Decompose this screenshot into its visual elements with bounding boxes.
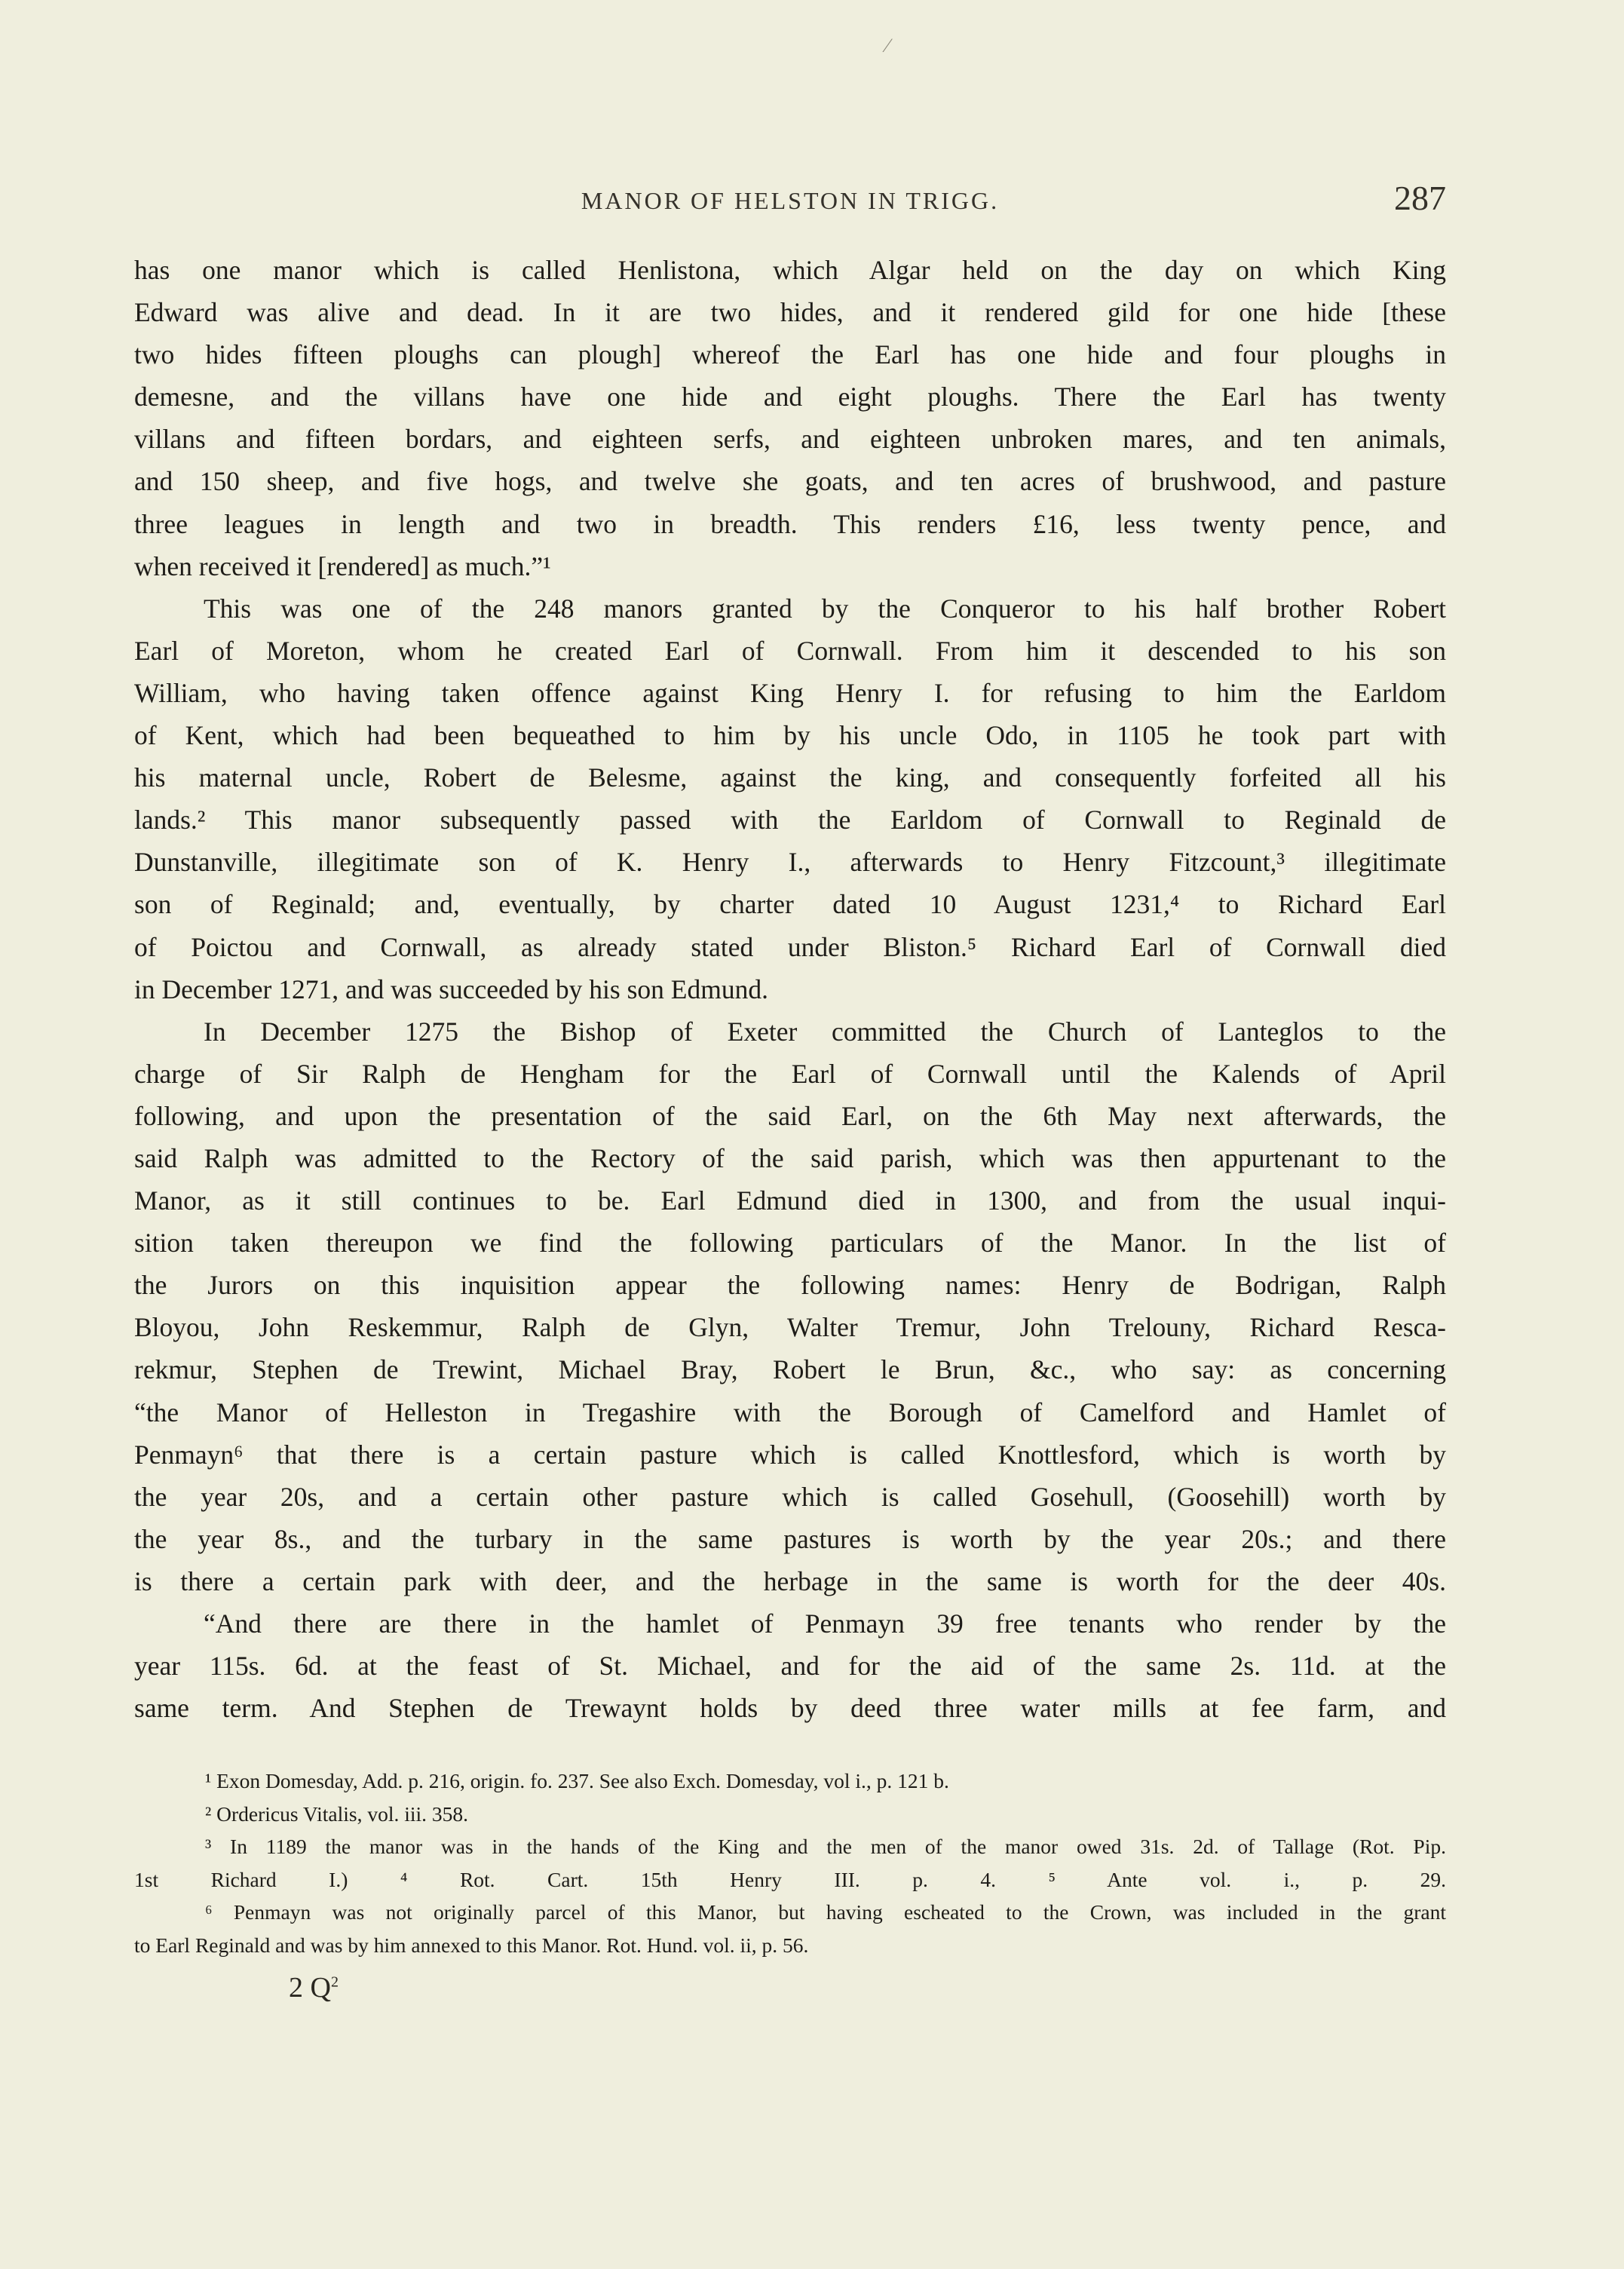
text-line: Dunstanville, illegitimate son of K. Henry I., afterwards to Henry Fitzcount,³ illegitimate <box>134 847 1446 878</box>
text-line: year 115s. 6d. at the feast of St. Michael, and for the aid of the same 2s. 11d. at the <box>134 1651 1446 1682</box>
footnote-line: to Earl Reginald and was by him annexed to this Manor. Rot. Hund. vol. ii, p. 56. <box>134 1933 809 1957</box>
signature-superscript: 2 <box>330 1973 339 1991</box>
footnote-line: ¹ Exon Domesday, Add. p. 216, origin. fo. 237. See also Exch. Domesday, vol i., p. 121 b. <box>205 1769 949 1792</box>
text-line: has one manor which is called Henlistona, which Algar held on the day on which King <box>134 255 1446 285</box>
text-line: William, who having taken offence against King Henry I. for refusing to him the Earldom <box>134 677 1446 708</box>
text-line: This was one of the 248 manors granted by the Conqueror to his half brother Robert <box>204 593 1446 624</box>
footnote-line: ² Ordericus Vitalis, vol. iii. 358. <box>205 1801 469 1826</box>
page-header <box>134 178 1446 223</box>
signature-text: 2 Q <box>289 1972 331 2004</box>
footnotes <box>134 1765 1446 1961</box>
footnote-line: ⁶ Penmayn was not originally parcel of this Manor, but having escheated to the Crown, was included in the grant <box>205 1900 1446 1924</box>
text-line: the Jurors on this inquisition appear the following names: Henry de Bodrigan, Ralph <box>134 1270 1446 1301</box>
top-pencil-mark: ⁄ <box>886 35 890 57</box>
text-line: and 150 sheep, and five hogs, and twelve she goats, and ten acres of brushwood, and pasture <box>134 466 1446 497</box>
text-line: demesne, and the villans have one hide and eight ploughs. There the Earl has twenty <box>134 382 1446 412</box>
text-line: son of Reginald; and, eventually, by charter dated 10 August 1231,⁴ to Richard Earl <box>134 889 1446 920</box>
text-line: sition taken thereupon we find the following particulars of the Manor. In the list of <box>134 1228 1446 1259</box>
text-line: is there a certain park with deer, and the herbage in the same is worth for the deer 40s. <box>134 1565 1446 1596</box>
text-line: lands.² This manor subsequently passed with the Earldom of Cornwall to Reginald de <box>134 805 1446 836</box>
text-line: the year 8s., and the turbary in the same pastures is worth by the year 20s.; and there <box>134 1523 1446 1554</box>
text-line: villans and fifteen bordars, and eighteen serfs, and eighteen unbroken mares, and ten animals, <box>134 424 1446 455</box>
text-line: of Poictou and Cornwall, as already stated under Bliston.⁵ Richard Earl of Cornwall died <box>134 931 1446 962</box>
text-line: following, and upon the presentation of the said Earl, on the 6th May next afterwards, the <box>134 1100 1446 1131</box>
text-line: three leagues in length and two in breadth. This renders £16, less twenty pence, and <box>134 508 1446 539</box>
text-line: the year 20s, and a certain other pasture which is called Gosehull, (Goosehill) worth by <box>134 1481 1446 1512</box>
text-line: two hides fifteen ploughs can plough] whereof the Earl has one hide and four ploughs in <box>134 339 1446 370</box>
text-line: Penmayn⁶ that there is a certain pasture which is called Knottlesford, which is worth by <box>134 1439 1446 1470</box>
text-line: In December 1275 the Bishop of Exeter committed the Church of Lanteglos to the <box>204 1016 1446 1047</box>
text-line: when received it [rendered] as much.”¹ <box>134 550 551 581</box>
running-title: MANOR OF HELSTON IN TRIGG. <box>581 187 1000 214</box>
text-line: Bloyou, John Reskemmur, Ralph de Glyn, Walter Tremur, John Trelouny, Richard Resca- <box>134 1312 1446 1343</box>
text-line: Edward was alive and dead. In it are two hides, and it rendered gild for one hide [these <box>134 297 1446 328</box>
text-line: Manor, as it still continues to be. Earl Edmund died in 1300, and from the usual inqui- <box>134 1185 1446 1216</box>
body-text <box>134 249 1446 1729</box>
text-line: charge of Sir Ralph de Hengham for the Earl of Cornwall until the Kalends of April <box>134 1058 1446 1089</box>
footnote-line: 1st Richard I.) ⁴ Rot. Cart. 15th Henry III. p. 4. ⁵ Ante vol. i., p. 29. <box>134 1867 1446 1891</box>
text-line: same term. And Stephen de Trewaynt holds by deed three water mills at fee farm, and <box>134 1693 1446 1724</box>
text-line: rekmur, Stephen de Trewint, Michael Bray, Robert le Brun, &c., who say: as concerning <box>134 1354 1446 1385</box>
text-line: of Kent, which had been bequeathed to him by his uncle Odo, in 1105 he took part with <box>134 720 1446 751</box>
text-line: in December 1271, and was succeeded by his son Edmund. <box>134 974 768 1004</box>
page-number: 287 <box>1394 179 1446 217</box>
text-line: his maternal uncle, Robert de Belesme, against the king, and consequently forfeited all his <box>134 762 1446 793</box>
signature-mark <box>289 1971 339 2004</box>
text-line: “the Manor of Helleston in Tregashire with the Borough of Camelford and Hamlet of <box>134 1397 1446 1427</box>
footnote-line: ³ In 1189 the manor was in the hands of the King and the men of the manor owed 31s. 2d. of Tallage (Rot. Pip. <box>205 1835 1446 1858</box>
text-line: “And there are there in the hamlet of Penmayn 39 free tenants who render by the <box>204 1608 1446 1639</box>
text-line: Earl of Moreton, whom he created Earl of Cornwall. From him it descended to his son <box>134 635 1446 666</box>
text-line: said Ralph was admitted to the Rectory of the said parish, which was then appurtenant to the <box>134 1142 1446 1173</box>
